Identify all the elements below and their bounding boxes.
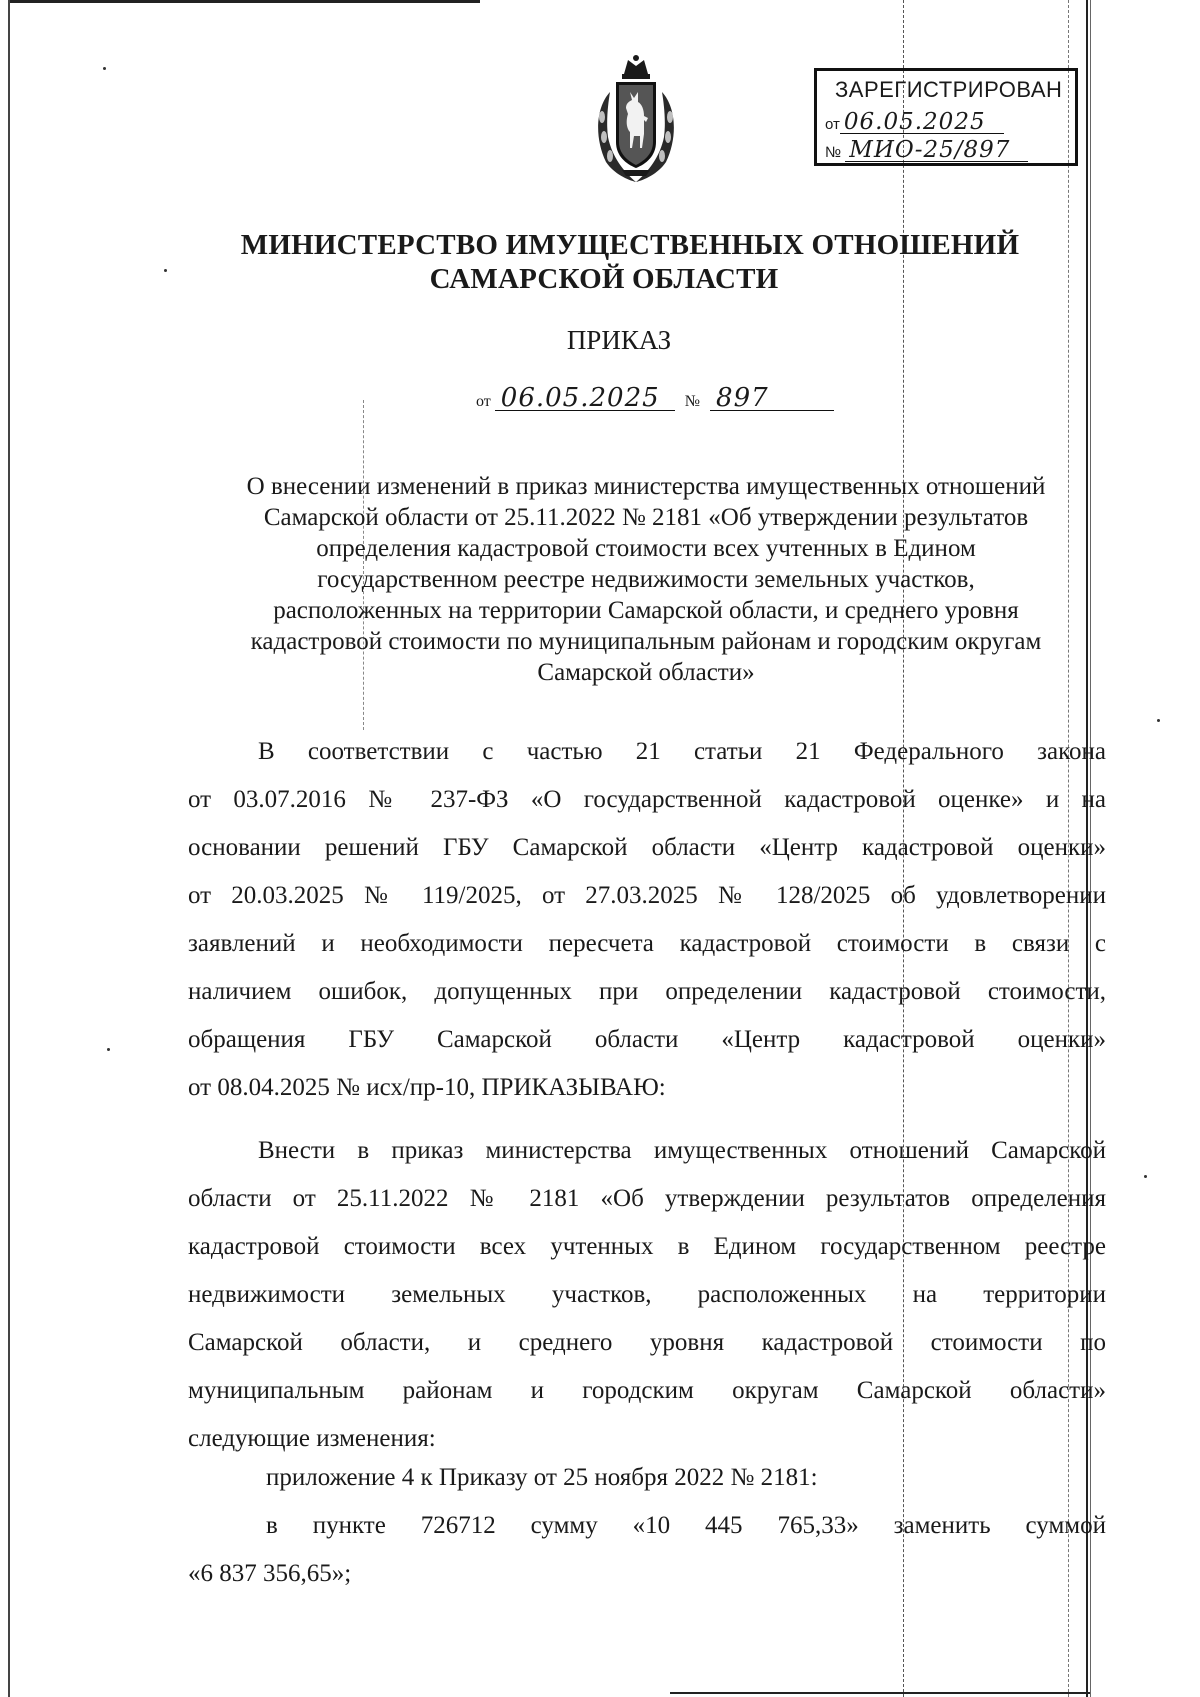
order-subject-line: Самарской области от 25.11.2022 № 2181 «Об утверждении результатов	[263, 504, 1029, 531]
paragraph-line: от 03.07.2016 № 237-ФЗ «О государственной кадастровой оценке» и на	[188, 786, 1106, 813]
order-paragraph	[188, 1127, 1106, 1463]
paragraph-line: Внести в приказ министерства имущественных отношений Самарской	[258, 1137, 1106, 1164]
coat-of-arms-emblem	[588, 52, 684, 184]
paragraph-line: недвижимости земельных участков, расположенных на территории	[188, 1281, 1106, 1308]
scan-speck	[1157, 719, 1160, 722]
order-subject-line: определения кадастровой стоимости всех учтенных в Едином	[316, 535, 976, 562]
paragraph-line: «6 837 356,65»;	[188, 1560, 352, 1587]
paragraph-line: обращения ГБУ Самарской области «Центр кадастровой оценки»	[188, 1026, 1106, 1053]
paragraph-line: основании решений ГБУ Самарской области «Центр кадастровой оценки»	[188, 834, 1106, 861]
order-subject-line: О внесении изменений в приказ министерства имущественных отношений	[246, 473, 1046, 500]
paragraph-line: наличием ошибок, допущенных при определении кадастровой стоимости,	[188, 978, 1106, 1005]
order-number-value: 897	[710, 386, 834, 411]
stamp-date-row	[825, 111, 1004, 134]
paragraph-line: В соответствии с частью 21 статьи 21 Федерального закона	[258, 738, 1106, 765]
order-subject-line: государственном реестре недвижимости земельных участков,	[317, 566, 975, 593]
order-date-number	[476, 383, 834, 413]
order-subject	[190, 471, 1102, 688]
paragraph-line: приложение 4 к Приказу от 25 ноября 2022 № 2181:	[266, 1464, 818, 1491]
scan-speck	[103, 67, 106, 70]
order-subject-line: расположенных на территории Самарской области, и среднего уровня	[273, 597, 1019, 624]
amendment-paragraph	[188, 1454, 1106, 1598]
paragraph-line: Самарской области, и среднего уровня кадастровой стоимости по	[188, 1329, 1106, 1356]
document-type: ПРИКАЗ	[566, 325, 672, 355]
order-subject-line: Самарской области»	[537, 659, 755, 686]
stamp-date-label: от	[825, 116, 840, 133]
ministry-title-line2: САМАРСКОЙ ОБЛАСТИ	[429, 263, 779, 295]
paragraph-line: области от 25.11.2022 № 2181 «Об утверждении результатов определения	[188, 1185, 1106, 1212]
order-date-label: от	[476, 393, 491, 410]
order-number-label: №	[684, 393, 701, 410]
ministry-title-line1: МИНИСТЕРСТВО ИМУЩЕСТВЕННЫХ ОТНОШЕНИЙ	[240, 229, 1020, 261]
paragraph-line: заявлений и необходимости пересчета кадастровой стоимости в связи с	[188, 930, 1106, 957]
order-subject-line: кадастровой стоимости по муниципальным районам и городским округам	[250, 628, 1042, 655]
paragraph-line: от 08.04.2025 № исх/пр-10, ПРИКАЗЫВАЮ:	[188, 1074, 666, 1101]
paragraph-line: от 20.03.2025 № 119/2025, от 27.03.2025 № 128/2025 об удовлетворении	[188, 882, 1106, 909]
paragraph-line: кадастровой стоимости всех учтенных в Едином государственном реестре	[188, 1233, 1106, 1260]
stamp-number-row	[825, 139, 1028, 162]
stamp-title: ЗАРЕГИСТРИРОВАН	[835, 77, 1063, 102]
scan-speck	[107, 1048, 110, 1051]
registration-stamp	[814, 68, 1078, 166]
paragraph-line: следующие изменения:	[188, 1425, 436, 1452]
paragraph-line: в пункте 726712 сумму «10 445 765,33» заменить суммой	[266, 1512, 1106, 1539]
stamp-date-value: 06.05.2025	[840, 111, 1004, 134]
scan-bottom-line	[670, 1692, 1090, 1694]
scan-top-border	[10, 0, 480, 3]
paragraph-line: муниципальным районам и городским округам Самарской области»	[188, 1377, 1106, 1404]
scan-speck	[1144, 1175, 1147, 1178]
stamp-number-label: №	[825, 144, 842, 161]
preamble-paragraph	[188, 728, 1106, 1112]
ministry-title	[0, 228, 1200, 296]
stamp-number-value: МИО-25/897	[845, 139, 1028, 162]
order-date-value: 06.05.2025	[495, 386, 675, 411]
